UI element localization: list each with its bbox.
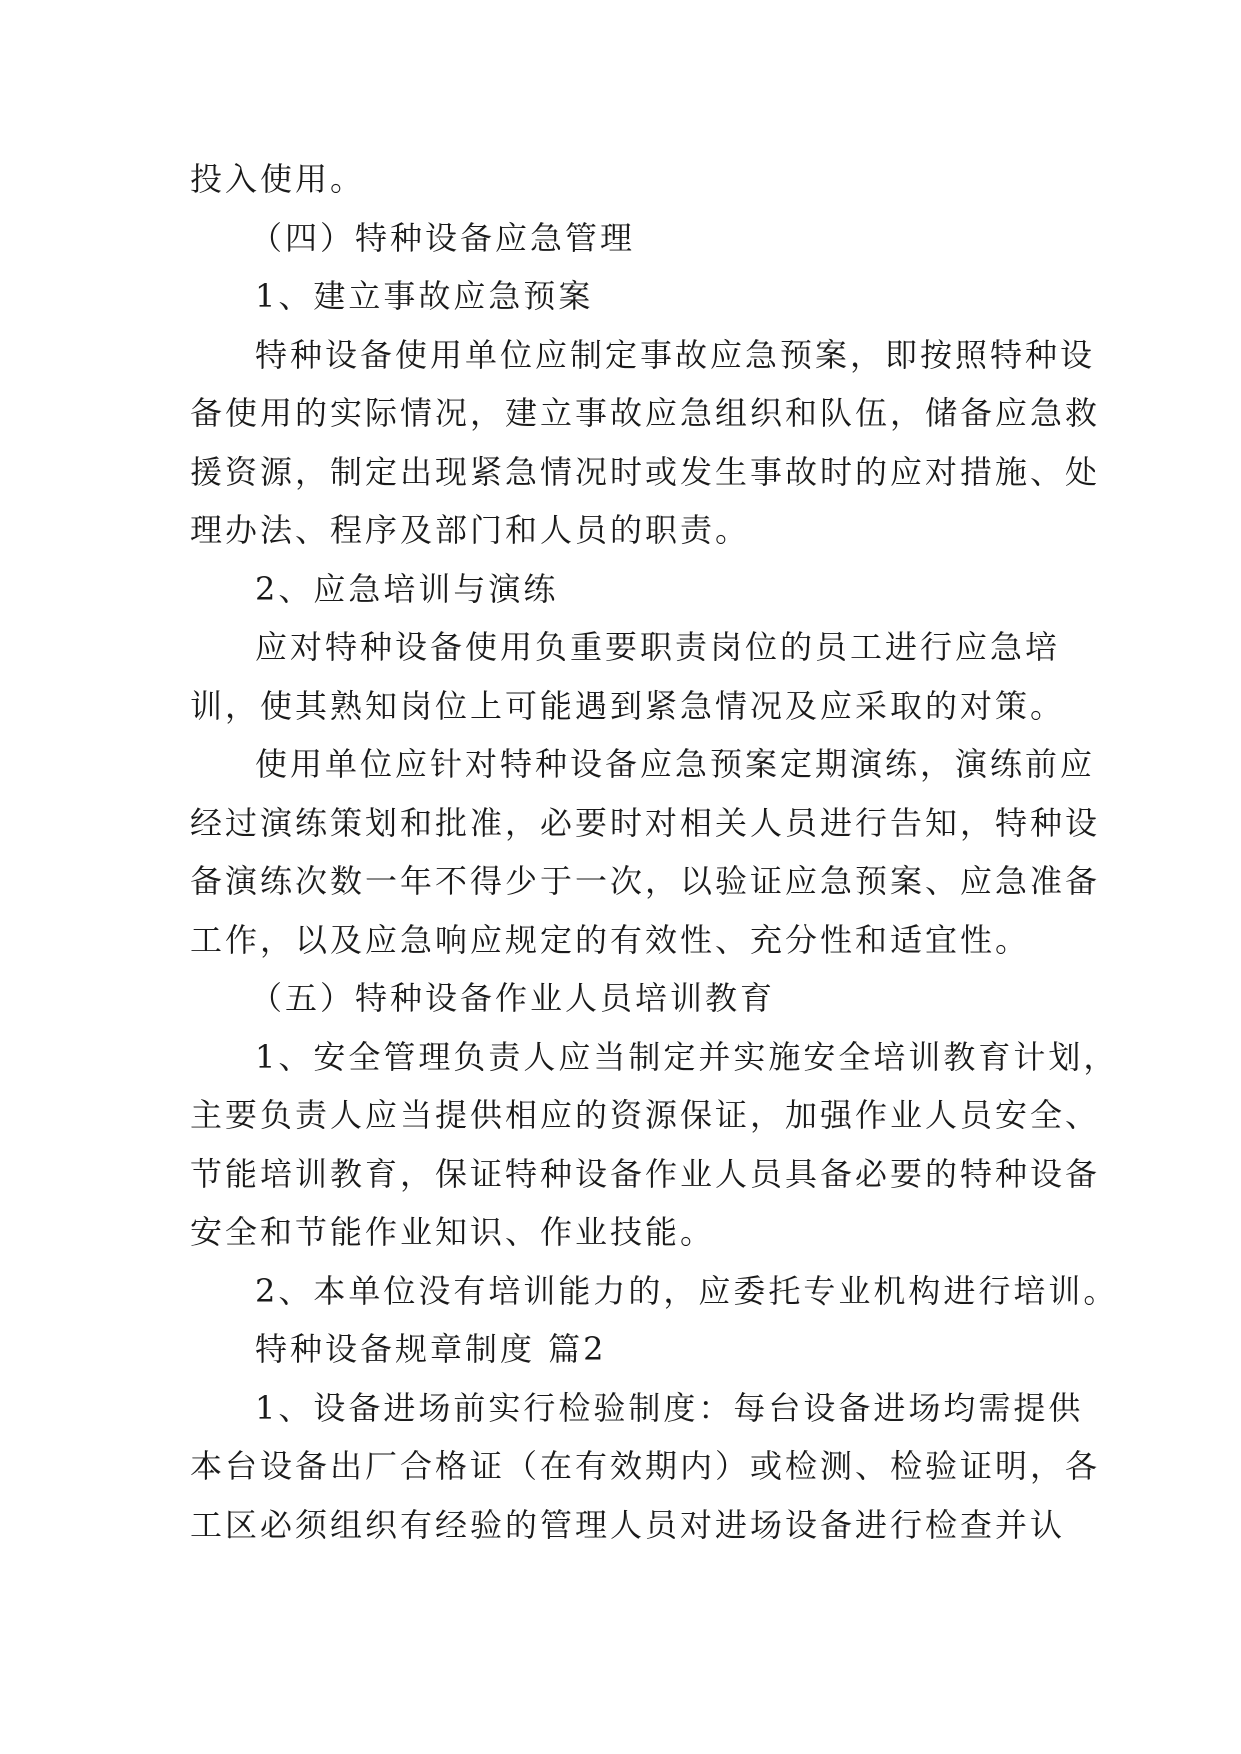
- paragraph-line: 理办法、程序及部门和人员的职责。: [190, 511, 751, 549]
- paragraph-line: 工作，以及应急响应规定的有效性、充分性和适宜性。: [190, 920, 1031, 959]
- paragraph-line: 经过演练策划和批准，必要时对相关人员进行告知，特种设: [190, 803, 1101, 842]
- paragraph-line: 安全和节能作业知识、作业技能。: [190, 1213, 716, 1251]
- subsection-heading: 1、建立事故应急预案: [255, 277, 594, 315]
- paragraph-line: 训，使其熟知岗位上可能遇到紧急情况及应采取的对策。: [190, 686, 1066, 725]
- section-heading: （五）特种设备作业人员培训教育: [250, 979, 776, 1017]
- article-heading: 特种设备规章制度 篇2: [255, 1330, 607, 1368]
- paragraph-line: 1、安全管理负责人应当制定并实施安全培训教育计划，: [255, 1037, 1119, 1076]
- paragraph-line: 投入使用。: [190, 160, 366, 198]
- paragraph-line: 节能培训教育，保证特种设备作业人员具备必要的特种设备: [190, 1154, 1101, 1193]
- paragraph-line: 特种设备使用单位应制定事故应急预案，即按照特种设: [255, 335, 1096, 374]
- paragraph-line: 援资源，制定出现紧急情况时或发生事故时的应对措施、处: [190, 452, 1101, 491]
- paragraph-line: 2、本单位没有培训能力的，应委托专业机构进行培训。: [255, 1271, 1119, 1310]
- paragraph-line: 1、设备进场前实行检验制度：每台设备进场均需提供: [255, 1388, 1084, 1427]
- paragraph-line: 备使用的实际情况，建立事故应急组织和队伍，储备应急救: [190, 394, 1101, 432]
- section-heading: （四）特种设备应急管理: [250, 218, 636, 257]
- paragraph-line: 备演练次数一年不得少于一次，以验证应急预案、应急准备: [190, 862, 1101, 900]
- paragraph-line: 主要负责人应当提供相应的资源保证，加强作业人员安全、: [190, 1096, 1101, 1134]
- paragraph-line: 工区必须组织有经验的管理人员对进场设备进行检查并认: [190, 1505, 1066, 1544]
- subsection-heading: 2、应急培训与演练: [255, 569, 559, 608]
- paragraph-line: 使用单位应针对特种设备应急预案定期演练，演练前应: [255, 745, 1096, 783]
- paragraph-line: 应对特种设备使用负重要职责岗位的员工进行应急培: [255, 628, 1061, 666]
- document-body: [190, 150, 1119, 1554]
- paragraph-line: 本台设备出厂合格证（在有效期内）或检测、检验证明，各: [190, 1447, 1101, 1485]
